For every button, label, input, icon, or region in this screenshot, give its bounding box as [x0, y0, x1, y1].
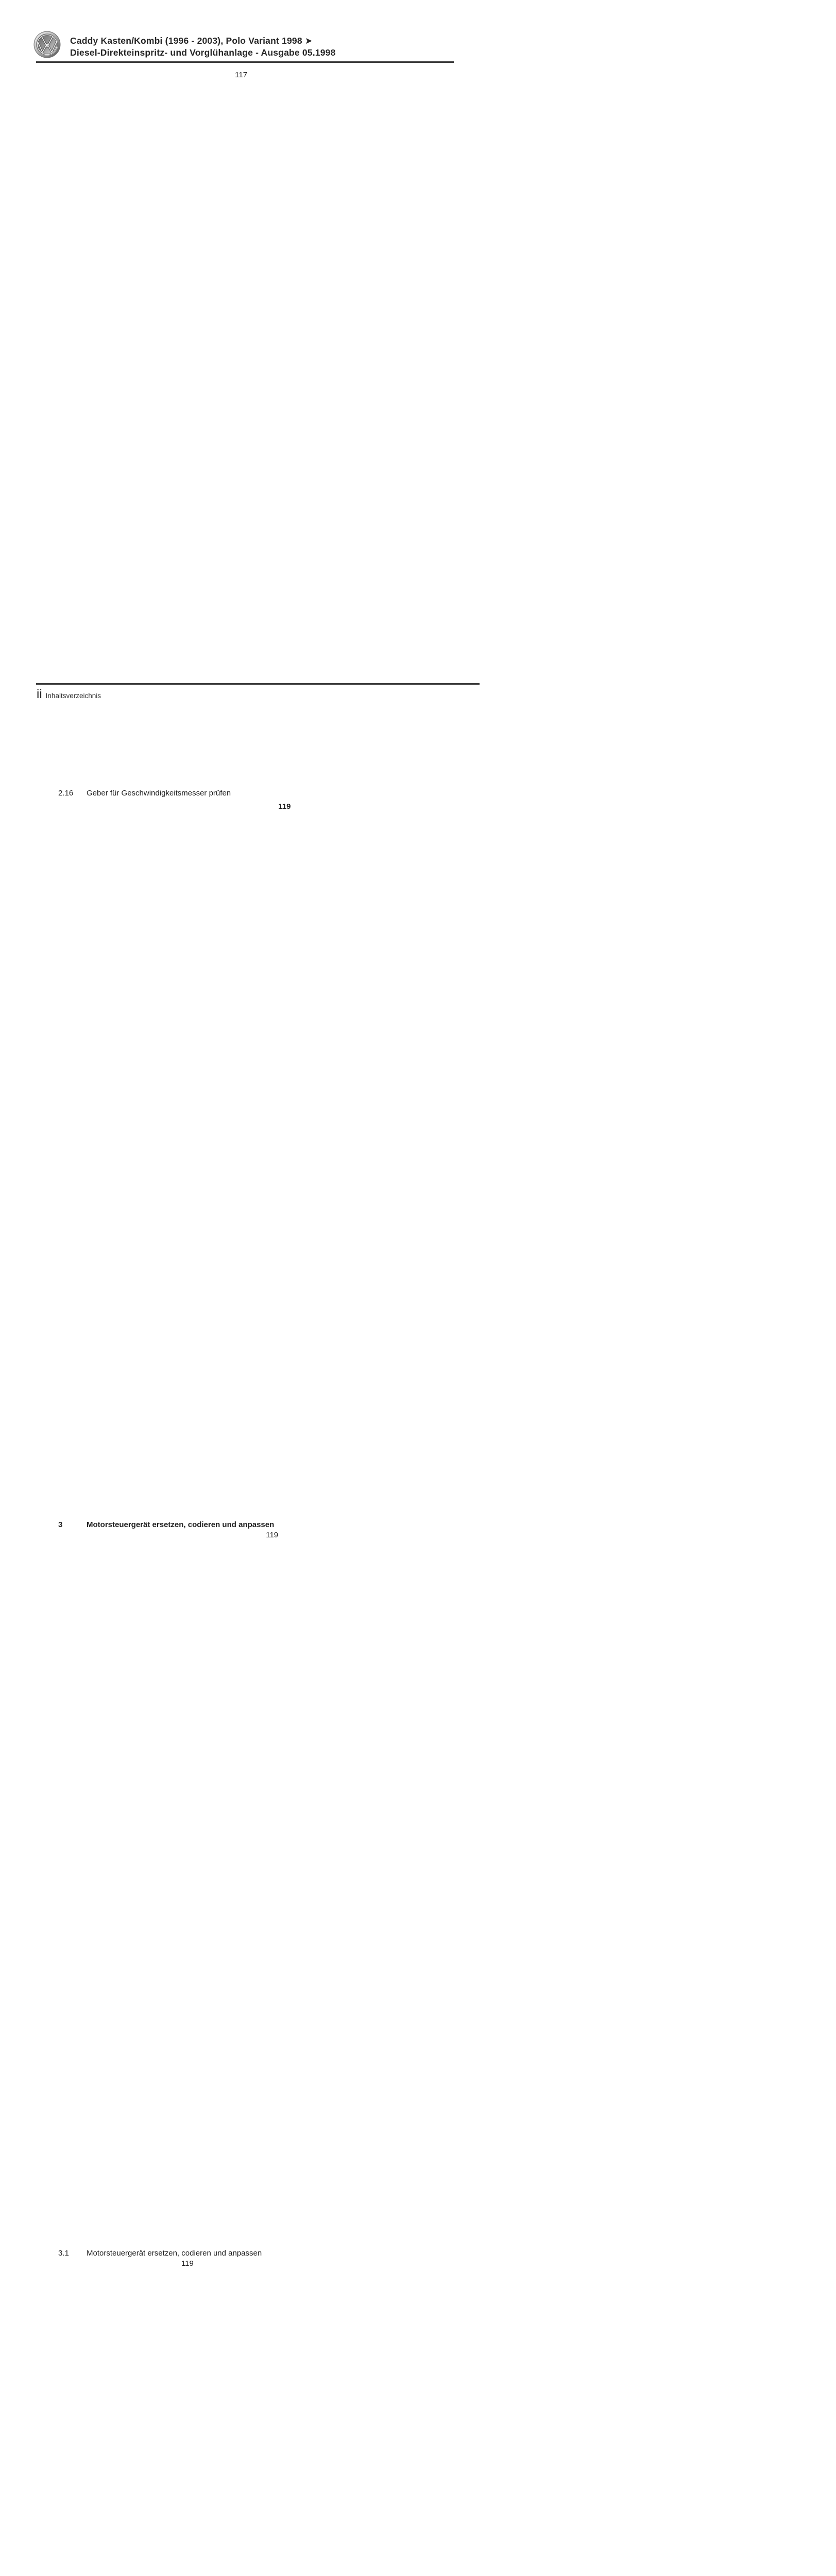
- toc-entry-page: 119: [181, 2259, 696, 2576]
- toc-entry-title: Motorsteuergerät ersetzen, codieren und anpassen: [87, 2248, 262, 2258]
- toc-entry-page: 117: [235, 70, 749, 799]
- toc-entry-row: [37, 2259, 449, 2576]
- toc-entry-number: 2.16: [58, 788, 74, 798]
- vw-logo: [33, 31, 61, 58]
- footer-page-number: ii: [37, 687, 42, 701]
- toc: [37, 70, 449, 2576]
- toc-entry-number: 3: [58, 1520, 63, 1529]
- toc-entry-number: 3.1: [58, 2248, 69, 2258]
- footer-section-label: Inhaltsverzeichnis: [45, 692, 101, 700]
- header-divider: [36, 61, 454, 63]
- toc-entry-title: Geber für Geschwindigkeitsmesser prüfen: [87, 788, 231, 798]
- toc-entry-title: Motorsteuergerät ersetzen, codieren und anpassen: [87, 1520, 275, 1529]
- toc-entry-row: [37, 1530, 449, 2259]
- footer-divider: [36, 683, 480, 685]
- toc-entry-row: [37, 802, 449, 1530]
- vw-logo-icon: [33, 31, 61, 58]
- toc-entry-page: 119: [266, 1530, 780, 2259]
- header-title-line1: Caddy Kasten/Kombi (1996 - 2003), Polo Variant 1998 ➤: [70, 36, 313, 46]
- footer: [37, 687, 101, 702]
- header-title-line2: Diesel-Direkteinspritz- und Vorglühanlage - Ausgabe 05.1998: [70, 47, 336, 58]
- header-title: [70, 35, 336, 59]
- toc-entry-page: 119: [278, 802, 793, 1530]
